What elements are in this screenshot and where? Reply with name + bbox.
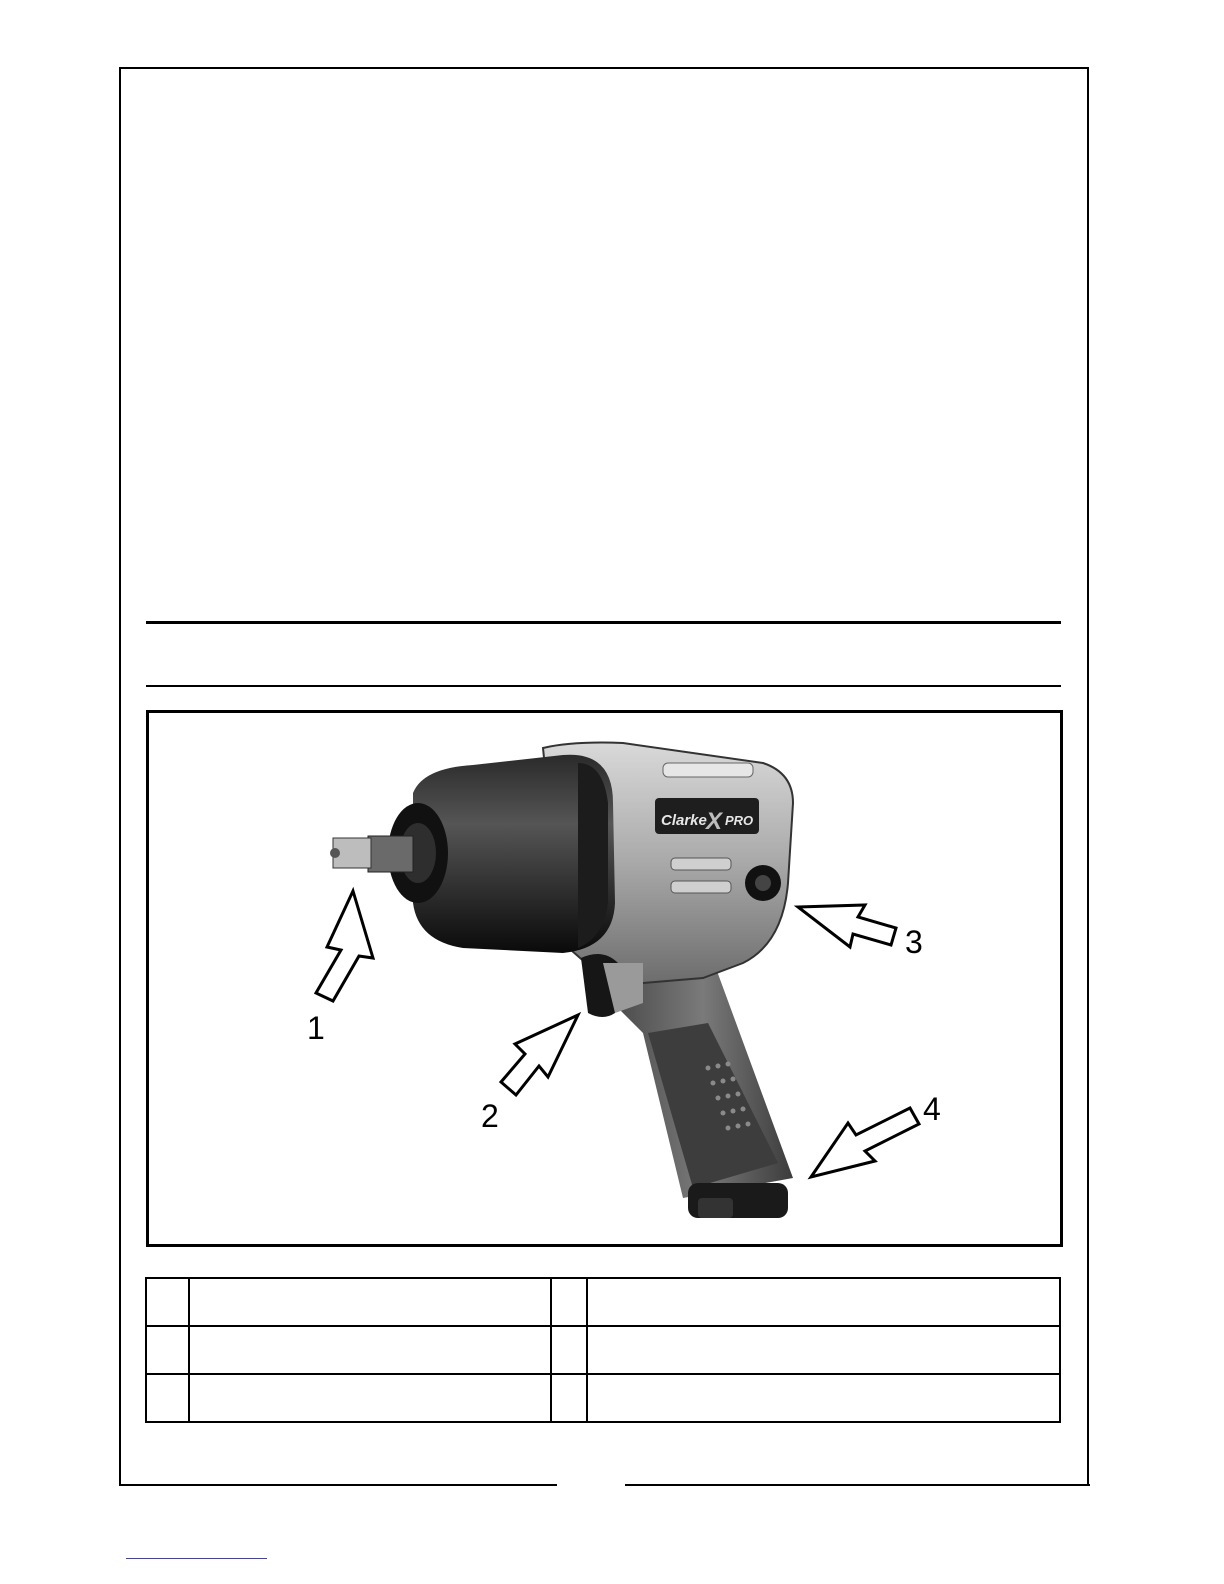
section-rule-bottom xyxy=(146,685,1061,687)
footer-link-underline[interactable] xyxy=(126,1558,267,1559)
part-description-cell xyxy=(587,1326,1060,1374)
frame-bottom-edge-right xyxy=(625,1484,1090,1486)
part-description-cell xyxy=(189,1278,551,1326)
parts-list-table xyxy=(145,1277,1061,1423)
callout-arrow-1 xyxy=(316,891,373,1001)
callout-arrow-2 xyxy=(501,1015,578,1095)
callout-number-3: 3 xyxy=(905,924,923,960)
table-row xyxy=(146,1374,1060,1422)
callout-number-1: 1 xyxy=(307,1010,325,1046)
part-description-cell xyxy=(189,1326,551,1374)
part-number-cell xyxy=(551,1374,587,1422)
part-number-cell xyxy=(551,1278,587,1326)
callout-arrow-3 xyxy=(798,905,896,947)
frame-bottom-edge-left xyxy=(119,1484,557,1486)
part-number-cell xyxy=(146,1374,189,1422)
part-number-cell xyxy=(551,1326,587,1374)
table-row xyxy=(146,1326,1060,1374)
part-description-cell xyxy=(587,1374,1060,1422)
product-figure xyxy=(146,710,1063,1247)
brand-logo: Clarke xyxy=(661,812,707,829)
section-rule-top xyxy=(146,621,1061,624)
callout-number-4: 4 xyxy=(923,1091,941,1127)
svg-text:PRO: PRO xyxy=(725,813,754,828)
square-drive-anvil xyxy=(330,836,413,872)
part-number-cell xyxy=(146,1326,189,1374)
svg-text:X: X xyxy=(706,808,723,835)
air-inlet xyxy=(688,1183,788,1218)
part-number-cell xyxy=(146,1278,189,1326)
part-description-cell xyxy=(587,1278,1060,1326)
callout-arrow-4 xyxy=(811,1108,919,1177)
part-description-cell xyxy=(189,1374,551,1422)
callout-number-2: 2 xyxy=(481,1098,499,1134)
table-row xyxy=(146,1278,1060,1326)
hammer-case xyxy=(388,755,615,953)
reverse-valve xyxy=(745,865,781,901)
impact-wrench-illustration xyxy=(149,713,1060,1244)
